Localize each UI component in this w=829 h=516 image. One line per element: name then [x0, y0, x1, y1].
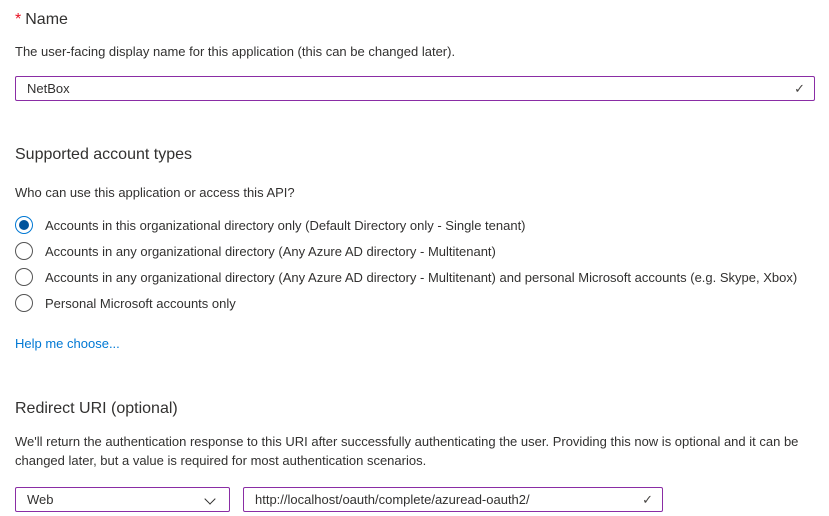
- account-types-title: Supported account types: [15, 146, 193, 163]
- redirect-uri-row: [15, 487, 815, 512]
- radio-button-icon[interactable]: [15, 242, 33, 260]
- name-description: The user-facing display name for this application (this can be changed later).: [15, 44, 456, 59]
- redirect-uri-input[interactable]: [243, 487, 663, 512]
- redirect-uri-input-wrap: [243, 487, 663, 512]
- account-types-section: [15, 144, 815, 353]
- chevron-down-icon: [206, 495, 215, 504]
- radio-button-icon[interactable]: [15, 216, 33, 234]
- radio-option-label: Personal Microsoft accounts only: [45, 295, 236, 311]
- radio-option-single-tenant[interactable]: [15, 212, 815, 238]
- name-input[interactable]: [15, 76, 815, 101]
- radio-button-icon[interactable]: [15, 294, 33, 312]
- redirect-uri-section: [15, 398, 815, 512]
- radio-option-personal-only[interactable]: [15, 290, 815, 316]
- radio-button-icon[interactable]: [15, 268, 33, 286]
- account-types-radio-group: [15, 212, 815, 316]
- radio-option-multitenant-personal[interactable]: [15, 264, 815, 290]
- name-section: [15, 9, 815, 101]
- name-input-wrap: [15, 76, 815, 101]
- platform-select[interactable]: [15, 487, 230, 512]
- platform-select-value: Web: [27, 492, 54, 507]
- account-types-question: Who can use this application or access this API?: [15, 185, 295, 200]
- radio-option-label: Accounts in this organizational directory only (Default Directory only - Single tenant): [45, 217, 526, 233]
- radio-option-label: Accounts in any organizational directory (Any Azure AD directory - Multitenant) and personal Microsoft accounts (e.g. Skype, Xbox): [45, 269, 798, 285]
- required-asterisk: *: [15, 11, 22, 28]
- redirect-uri-description: We'll return the authentication response to this URI after successfully authenticating the user. Providing this now is optional and it can be changed later, but a value is required for most authentication scenarios.: [15, 434, 799, 468]
- redirect-uri-title: Redirect URI (optional): [15, 400, 178, 417]
- valid-checkmark-icon: ✓: [794, 80, 805, 96]
- valid-checkmark-icon: ✓: [642, 491, 653, 507]
- name-label: [15, 9, 815, 30]
- radio-option-label: Accounts in any organizational directory (Any Azure AD directory - Multitenant): [45, 243, 496, 259]
- help-me-choose-link[interactable]: Help me choose...: [15, 336, 120, 351]
- name-label-text: Name: [25, 11, 68, 28]
- radio-option-multitenant[interactable]: [15, 238, 815, 264]
